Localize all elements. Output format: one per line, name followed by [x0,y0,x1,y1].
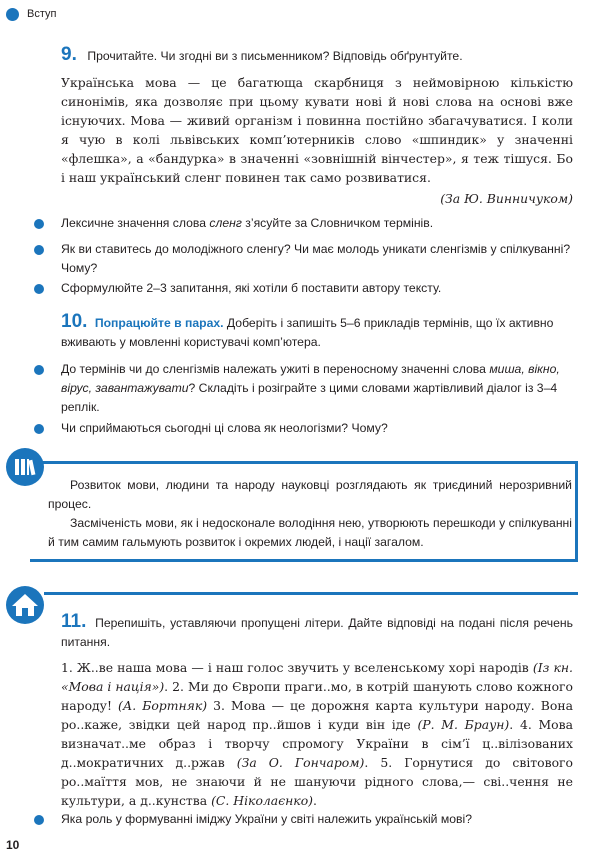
theory-text: Розвиток мови, людини та народу науковці розглядають як триєдиний нерозривний процес. [48,478,572,511]
exercise-text: 1. Ж..ве наша мова — і наш голос звучить у вселенському хорі народів (Із кн. «Мова і нація»). 2. Ми до Європи праги..мо, в котрій шанують слово кожного народу! (А. Бортняк) 3. Мова — це дорожня карта культури народу. Вона ро..каже, звідки цей народ пр..йшов і куди він іде (Р. М. Браун). 4. Мова визначат..ме образ і творчу спромогу України в сім’ї ц..вілізованих д..мократичних д..ржав (За О. Гончаром). 5. Горнутися до світового ро..маїття мов, не знаючи й не шануючи рідного слова,— сві..чення не культури, а д..кунства (С. Ніколаєнко). [61,660,574,808]
bullet-icon [34,219,44,229]
section-dot-icon [6,8,19,21]
question: Лексичне значення слова сленг з’ясуйте за Словничком термінів. [61,216,434,230]
exercise-task: Прочитайте. Чи згодні ви з письменником? Відповідь обґрунтуйте. [87,49,463,63]
bullet-icon [34,815,44,825]
exercise-number: 9. [61,44,77,65]
question: Як ви ставитесь до молодіжного сленгу? Чи має молодь уникати сленгізмів у спілкуванні? Чому? [61,242,571,275]
library-icon [6,448,44,486]
text-source: (За Ю. Винничуком) [440,191,573,206]
question: Сформулюйте 2–3 запитання, які хотіли б поставити автору тексту. [61,281,442,295]
page-number: 10 [6,838,20,852]
section-title: Вступ [27,8,57,20]
bullet-icon [34,245,44,255]
question: До термінів чи до сленгізмів належать ужиті в переносному значенні слова миша, вікно, вірус, завантажувати? Складіть і розіграйте з цими словами жартівливий діалог із 3–4 реплік. [61,362,560,414]
exercise-task: 10. Попрацюйте в парах. Доберіть і запишіть 5–6 прикладів термінів, що їх активно вживають у мовленні користувачі комп’ютера. [61,311,554,349]
bullet-icon [34,284,44,294]
question: Яка роль у формуванні іміджу України у світі належить українській мові? [61,812,472,826]
home-divider [44,592,578,595]
theory-text: Засміченість мови, як і недосконале володіння нею, утворюють перешкоди у спілкуванні й тим самим гальмують розвиток і окремих людей, і нації загалом. [48,516,572,549]
question: Чи сприймаються сьогодні ці слова як неологізми? Чому? [61,421,388,435]
exercise-text: Українська мова — це багатюща скарбниця з неймовірною кількістю синонімів, яка дозволяє при цьому кувати нові й нові слова на основі вже існуючих. Мова — живий організм і повинна постійно збагачуватися. І коли я чую в колі львівських комп’ютерників слово «шпиндик» у значенні «флешка», а «бандурка» в значенні «зовнішній вінчестер», я теж тішуся. Бо і наш український сленг повинен так само розвиватися. [61,75,573,185]
bullet-icon [34,365,44,375]
bullet-icon [34,424,44,434]
home-icon [6,586,44,624]
section-header [6,6,56,22]
exercise-task: 11. Перепишіть, уставляючи пропущені літери. Дайте відповіді на подані після речень питання. [61,611,573,649]
